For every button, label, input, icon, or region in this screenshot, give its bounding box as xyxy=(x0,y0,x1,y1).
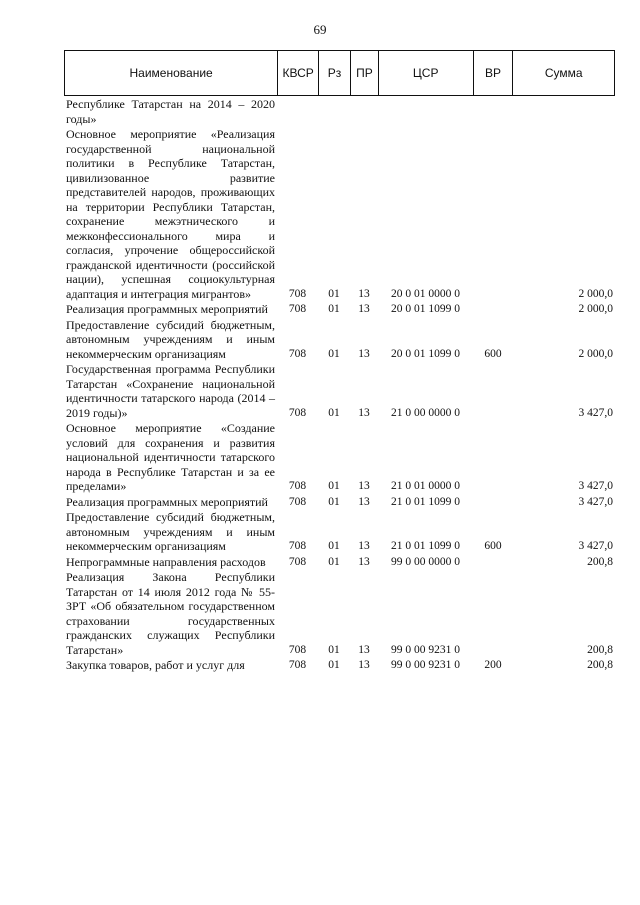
table-row xyxy=(64,495,615,510)
row-sum: 200,8 xyxy=(587,659,613,671)
row-pr: 13 xyxy=(358,659,370,671)
row-name: Основное мероприятие «Реализация государственной национальной политики в Республике Татарстан, цивилизованное развитие представителей народов, проживающих на территории Республики Татарстан, сохранение межэтнического и межконфессионального мира и согласия, упрочение общероссийской гражданской идентичности (российской нации), успешная социокультурная адаптация и интеграция мигрантов» xyxy=(66,127,275,301)
row-name: Реализация программных мероприятий xyxy=(66,494,268,509)
row-sum: 2 000,0 xyxy=(578,287,613,300)
row-kvsr: 708 xyxy=(288,555,307,568)
row-sum: 2 000,0 xyxy=(578,347,613,360)
row-vr: 600 xyxy=(484,540,502,552)
row-csr: 20 0 01 1099 0 xyxy=(391,347,460,360)
row-csr: 21 0 01 1099 0 xyxy=(391,495,460,508)
header-csr: ЦСР xyxy=(378,51,473,95)
row-kvsr: 708 xyxy=(288,287,307,300)
row-rz: 01 xyxy=(328,303,340,315)
budget-table xyxy=(64,50,615,673)
row-sum: 3 427,0 xyxy=(578,480,613,492)
table-row xyxy=(64,658,615,673)
table-row xyxy=(64,421,615,494)
row-kvsr: 708 xyxy=(288,303,307,315)
row-pr: 13 xyxy=(358,480,370,492)
table-row xyxy=(64,97,615,126)
row-pr: 13 xyxy=(358,287,370,300)
row-csr: 99 0 00 0000 0 xyxy=(391,555,460,568)
row-name: Реализация Закона Республики Татарстан от 14 июля 2012 года № 55-ЗРТ «Об обязательном государственном страховании государственных гражданских служащих Республики Татарстан» xyxy=(66,570,275,657)
row-sum: 3 427,0 xyxy=(578,540,613,552)
row-name: Предоставление субсидий бюджетным, автономным учреждениям и иным некоммерческим организациям xyxy=(66,317,275,361)
row-kvsr: 708 xyxy=(288,495,307,508)
row-kvsr: 708 xyxy=(288,480,307,492)
row-rz: 01 xyxy=(328,659,340,671)
row-rz: 01 xyxy=(328,540,340,552)
header-sum: Сумма xyxy=(512,51,614,95)
table-body xyxy=(64,97,615,673)
row-sum: 200,8 xyxy=(587,643,613,656)
row-name: Основное мероприятие «Создание условий для сохранения и развития национальной идентичности татарского народа в Республике Татарстан и за ее пределами» xyxy=(66,421,275,493)
row-rz: 01 xyxy=(328,287,340,300)
row-sum: 3 427,0 xyxy=(578,406,613,419)
row-sum: 3 427,0 xyxy=(578,495,613,508)
table-header xyxy=(64,50,615,96)
row-rz: 01 xyxy=(328,555,340,568)
row-name: Предоставление субсидий бюджетным, автономным учреждениям и иным некоммерческим организациям xyxy=(66,510,275,553)
table-row xyxy=(64,302,615,317)
row-pr: 13 xyxy=(358,643,370,656)
row-name: Непрограммные направления расходов xyxy=(66,554,266,569)
row-rz: 01 xyxy=(328,495,340,508)
row-rz: 01 xyxy=(328,643,340,656)
row-rz: 01 xyxy=(328,480,340,492)
row-pr: 13 xyxy=(358,555,370,568)
row-kvsr: 708 xyxy=(288,347,307,360)
row-vr: 200 xyxy=(484,659,502,671)
header-kvsr: КВСР xyxy=(277,51,318,95)
row-name: Реализация программных мероприятий xyxy=(66,302,268,316)
row-csr: 20 0 01 1099 0 xyxy=(391,303,460,315)
header-rz: Рз xyxy=(318,51,350,95)
table-row xyxy=(64,555,615,570)
table-row xyxy=(64,570,615,657)
row-rz: 01 xyxy=(328,347,340,360)
table-row xyxy=(64,318,615,362)
table-row xyxy=(64,510,615,554)
row-pr: 13 xyxy=(358,303,370,315)
row-csr: 99 0 00 9231 0 xyxy=(391,643,460,656)
row-sum: 2 000,0 xyxy=(578,303,613,315)
row-kvsr: 708 xyxy=(288,643,307,656)
table-row xyxy=(64,127,615,301)
row-csr: 99 0 00 9231 0 xyxy=(391,659,460,671)
row-csr: 20 0 01 0000 0 xyxy=(391,287,460,300)
row-kvsr: 708 xyxy=(288,540,307,552)
row-vr: 600 xyxy=(484,347,502,360)
row-pr: 13 xyxy=(358,540,370,552)
row-rz: 01 xyxy=(328,406,340,419)
row-csr: 21 0 00 0000 0 xyxy=(391,406,460,419)
row-kvsr: 708 xyxy=(288,659,307,671)
page-number: 69 xyxy=(313,22,327,37)
header-pr: ПР xyxy=(350,51,378,95)
row-kvsr: 708 xyxy=(288,406,307,419)
row-name: Закупка товаров, работ и услуг для xyxy=(66,658,245,672)
row-csr: 21 0 01 1099 0 xyxy=(391,540,460,552)
row-pr: 13 xyxy=(358,495,370,508)
row-name: Республике Татарстан на 2014 – 2020 годы» xyxy=(66,97,275,126)
header-name: Наименование xyxy=(129,66,213,80)
row-name: Государственная программа Республики Татарстан «Сохранение национальной идентичности татарского народа (2014 – 2019 годы)» xyxy=(66,362,275,420)
row-csr: 21 0 01 0000 0 xyxy=(391,480,460,492)
header-vr: ВР xyxy=(473,51,513,95)
row-pr: 13 xyxy=(358,406,370,419)
table-row xyxy=(64,362,615,420)
row-sum: 200,8 xyxy=(587,555,613,568)
row-pr: 13 xyxy=(358,347,370,360)
